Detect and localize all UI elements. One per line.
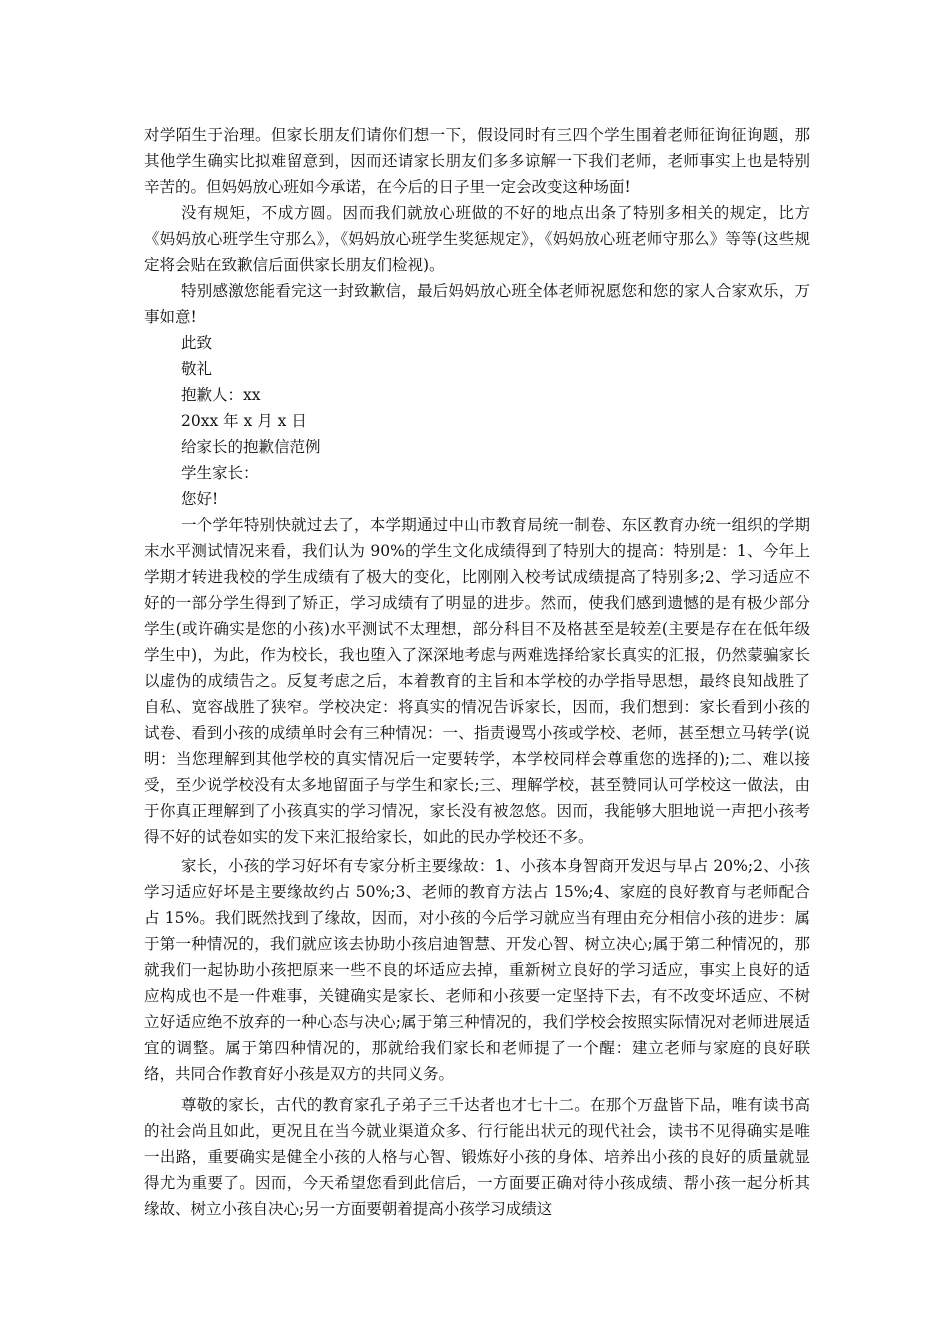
closing-line-1: 此致 xyxy=(181,334,213,352)
letter-heading: 给家长的抱歉信范例 xyxy=(181,438,321,456)
paragraph-confucius: 尊敬的家长，古代的教育家孔子弟子三千达者也才七十二。在那个万盘皆下品，唯有读书高的社会尚且如此，更况且在当今就业渠道众多、行行能出状元的现代社会，读书不见得确实是唯一出路，重要确实是健全小孩的人格与心智、锻炼好小孩的身体、培养出小孩的良好的质量就显得尤为重要了。因而，今天希望您看到此信后，一方面要正确对待小孩成绩、帮小孩一起分析其缘故、树立小孩自决心;另一方面要朝着提高小孩学习成绩这 xyxy=(144,1096,810,1218)
paragraph-teacher-apology: 对学陌生于治理。但家长朋友们请你们想一下，假设同时有三四个学生围着老师征询征询题，那其他学生确实比拟难留意到，因而还请家长朋友们多多谅解一下我们老师，老师事实上也是特别辛苦的。但妈妈放心班如今承诺，在今后的日子里一定会改变这种场面! xyxy=(144,126,810,196)
paragraph-rules: 没有规矩，不成方圆。因而我们就放心班做的不好的地点出条了特别多相关的规定，比方《妈妈放心班学生守那么》，《妈妈放心班学生奖惩规定》，《妈妈放心班老师守那么》等等(这些规定将会贴在致歉信后面供家长朋友们检视)。 xyxy=(144,204,810,274)
paragraph-causes: 家长，小孩的学习好坏有专家分析主要缘故：1、小孩本身智商开发迟与早占 20%;2、小孩学习适应好坏是主要缘故约占 50%;3、老师的教育方法占 15%;4、家庭的良好教育与老师配合占 15%。我们既然找到了缘故，因而，对小孩的今后学习就应当有理由充分相信小孩的进步：属于第一种情况的，我们就应该去协助小孩启迪智慧、开发心智、树立决心;属于第二种情况的，那就我们一起协助小孩把原来一些不良的坏适应去掉，重新树立良好的学习适应，事实上良好的适应构成也不是一件难事，关键确实是家长、老师和小孩要一定坚持下去，有不改变坏适应、不树立好适应绝不放弃的一种心态与决心;属于第三种情况的，我们学校会按照实际情况对老师进展适宜的调整。属于第四种情况的，那就给我们家长和老师提了一个醒：建立老师与家庭的良好联络，共同合作教育好小孩是双方的共同义务。 xyxy=(144,857,810,1083)
paragraph-test-results: 一个学年特别快就过去了，本学期通过中山市教育局统一制卷、东区教育办统一组织的学期末水平测试情况来看，我们认为 90%的学生文化成绩得到了特别大的提高：特别是：1、今年上学期才转进我校的学生成绩有了极大的变化，比刚刚入校考试成绩提高了特别多;2、学习适应不好的一部分学生得到了矫正，学习成绩有了明显的进步。然而，使我们感到遗憾的是有极少部分学生(或许确实是您的小孩)水平测试不太理想，部分科目不及格甚至是较差(主要是存在在低年级学生中)，为此，作为校长，我也堕入了深深地考虑与两难选择给家长真实的汇报，仍然蒙骗家长以虚伪的成绩告之。反复考虑之后，本着教育的主旨和本学校的办学指导思想，最终良知战胜了自私、宽容战胜了狭窄。学校决定：将真实的情况告诉家长，因而，我们想到：家长看到小孩的试卷、看到小孩的成绩单时会有三种情况：一、指责谩骂小孩或学校、老师，甚至想立马转学(说明：当您理解到其他学校的真实情况后一定要转学，本学校同样会尊重您的选择的);二、难以接受，至少说学校没有太多地留面子与学生和家长;三、理解学校，甚至赞同认可学校这一做法，由于你真正理解到了小孩真实的学习情况，家长没有被忽悠。因而，我能够大胆地说一声把小孩考得不好的试卷如实的发下来汇报给家长，如此的民办学校还不多。 xyxy=(144,516,810,846)
greeting-line: 您好! xyxy=(181,490,219,508)
closing-line-2: 敬礼 xyxy=(181,360,213,378)
salutation-line: 学生家长： xyxy=(181,464,259,482)
paragraph-thanks: 特别感激您能看完这一封致歉信，最后妈妈放心班全体老师祝愿您和您的家人合家欢乐，万事如意! xyxy=(144,282,810,326)
document-body xyxy=(144,122,810,1222)
date-line: 20xx 年 x 月 x 日 xyxy=(181,412,307,430)
signer-line: 抱歉人：xx xyxy=(181,386,261,404)
